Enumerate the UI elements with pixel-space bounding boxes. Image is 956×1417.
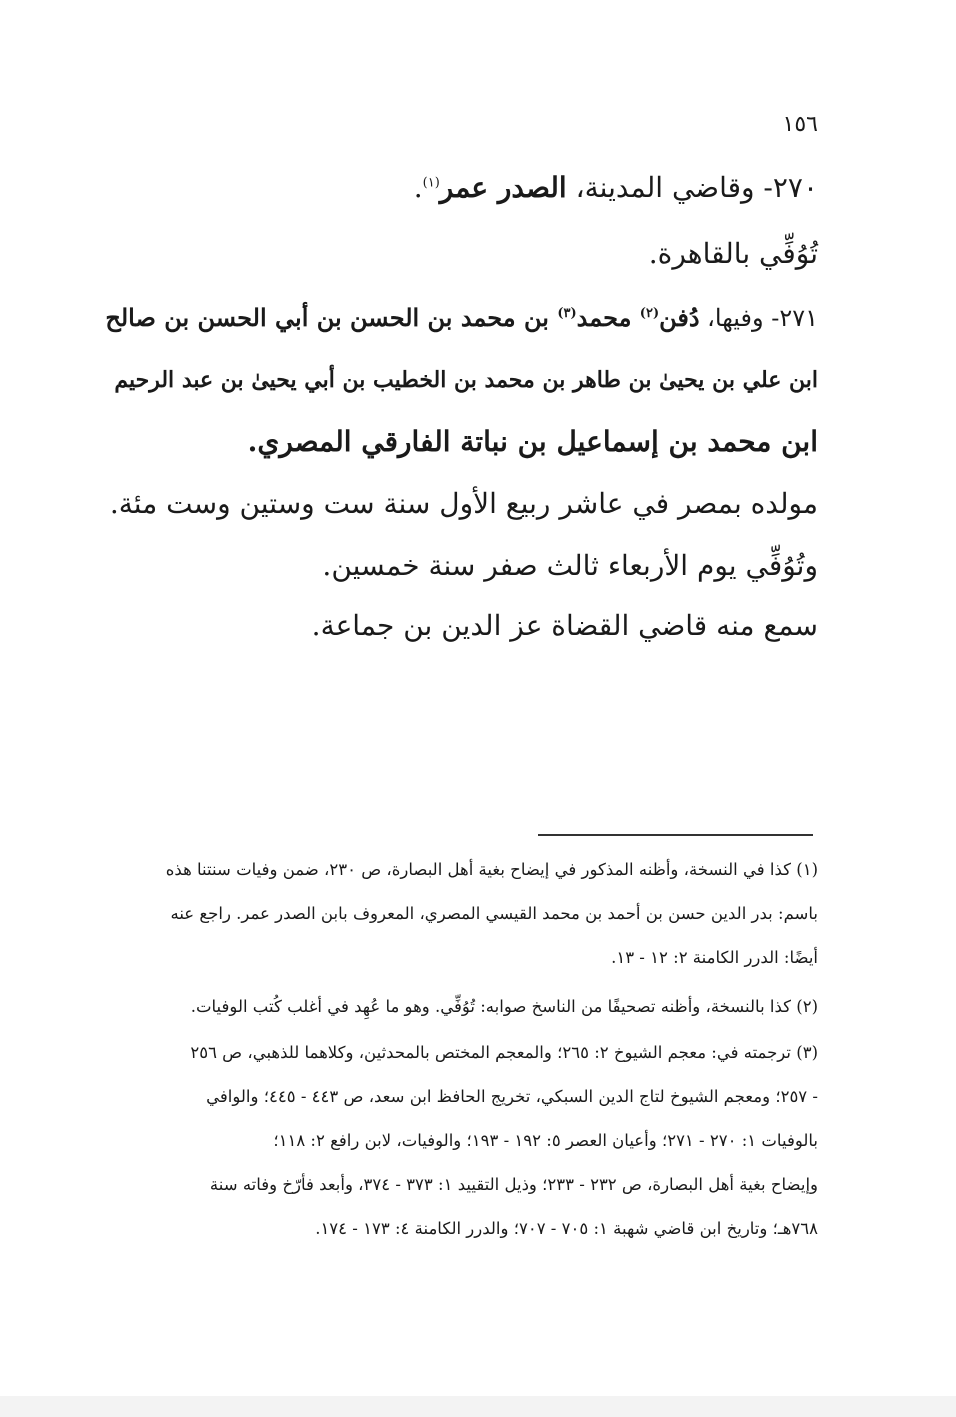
footnote-marker-1[interactable]: (١) [422,175,440,191]
entry-270-heading [414,168,818,208]
footnote-1-line-3: أيضًا: الدرر الكامنة ٢: ١٢ - ١٣. [611,948,818,967]
footnote-divider [538,834,813,836]
page-number: ١٥٦ [782,112,818,137]
entry-271-name-line-2: ابن علي بن يحيىٰ بن طاهر بن محمد بن الخطيب بن أبي يحيىٰ بن عبد الرحيم [114,367,818,393]
footnote-3-line-1: (٣) ترجمته في: معجم الشيوخ ٢: ٢٦٥؛ والمعجم المختص بالمحدثين، وكلاهما للذهبي، ص ٢٥٦ [190,1043,818,1062]
footnote-1-line-2: باسم: بدر الدين حسن بن أحمد بن محمد القيسي المصري، المعروف بابن الصدر عمر. راجع عنه [170,904,818,923]
entry-271-name-word: محمد [576,303,640,332]
footnote-marker-3[interactable]: (٣) [557,306,577,321]
entry-271-prefix: ٢٧١- وفيها، [699,304,818,332]
footnote-1-line-1: (١) كذا في النسخة، وأظنه المذكور في إيضاح بغية أهل البصارة، ص ٢٣٠، ضمن وفيات سنتنا هذه [165,860,818,879]
entry-270-name: الصدر عمر [439,171,567,204]
entry-271-death: وتُوُفِّي يوم الأربعاء ثالث صفر سنة خمسين. [322,549,818,582]
page-bottom-edge [0,1396,956,1417]
entry-271-heard: سمع منه قاضي القضاة عز الدين بن جماعة. [311,609,818,642]
footnote-2-line-1: (٢) كذا بالنسخة، وأظنه تصحيفًا من الناسخ صوابه: تُوُفِّي. وهو ما عُهِد في أغلب كُتب الوفيات. [190,997,818,1016]
entry-270-end: . [413,171,423,204]
footnote-3-line-4: وإيضاح بغية أهل البصارة، ص ٢٣٢ - ٢٣٣؛ وذيل التقييد ١: ٣٧٣ - ٣٧٤، وأبعد فأرّخ وفاته سنة [209,1175,818,1194]
entry-271-line1-rest: بن محمد بن الحسن بن أبي الحسن بن صالح [105,303,558,332]
footnote-3-line-2: - ٢٥٧؛ ومعجم الشيوخ لتاج الدين السبكي، تخريج الحافظ ابن سعد، ص ٤٤٣ - ٤٤٥؛ والوافي [206,1087,818,1106]
footnote-3-line-3: بالوفيات ١: ٢٧٠ - ٢٧١؛ وأعيان العصر ٥: ١٩٢ - ١٩٣؛ والوفيات، لابن رافع ٢: ١١٨؛ [273,1131,818,1150]
entry-270-prefix: ٢٧٠- وقاضي المدينة، [566,171,818,204]
footnote-3-line-5: ٧٦٨هـ؛ وتاريخ ابن قاضي شهبة ١: ٧٠٥ - ٧٠٧؛ والدرر الكامنة ٤: ١٧٣ - ١٧٤. [315,1219,818,1238]
entry-271-name-line-1 [105,298,818,338]
entry-270-note: تُوُفِّي بالقاهرة. [648,237,818,270]
entry-271-name-line-3: ابن محمد بن إسماعيل بن نباتة الفارقي المصري. [247,425,818,458]
entry-271-birth: مولده بمصر في عاشر ربيع الأول سنة ست وستين وست مئة. [109,487,818,520]
entry-271-died-word: دُفن [659,303,700,332]
footnote-marker-2[interactable]: (٢) [639,306,660,321]
